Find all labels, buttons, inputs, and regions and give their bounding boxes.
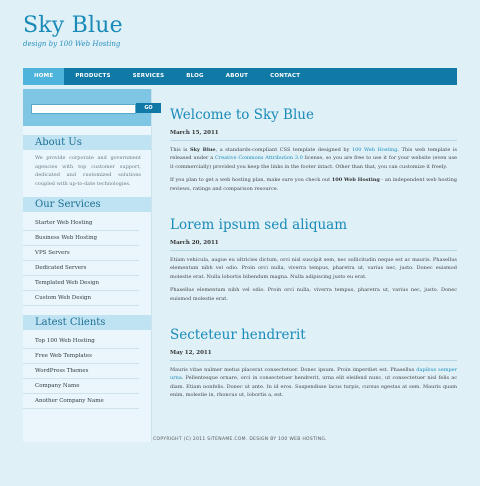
- link-100-web-hosting[interactable]: 100 Web Hosting: [351, 147, 398, 153]
- post-date: March 15, 2011: [170, 130, 457, 141]
- clients-item-top100[interactable]: Top 100 Web Hosting: [23, 334, 139, 349]
- clients-list: [23, 334, 151, 409]
- services-list: [23, 216, 151, 306]
- post: [170, 217, 457, 303]
- post-date: May 12, 2011: [170, 350, 457, 361]
- site-header: [23, 13, 123, 48]
- services-item-starter[interactable]: Starter Web Hosting: [23, 216, 139, 231]
- post-text: - an independent web hosting reviews, ratings and comparison resource.: [170, 177, 457, 192]
- post: [170, 107, 457, 193]
- sidebar: [23, 89, 152, 442]
- nav-about[interactable]: ABOUT: [225, 73, 249, 79]
- post-text: This is: [170, 147, 190, 153]
- post-text: . Pellentesque ornare, orci in consectetuer hendrerit, urna elit eleifend nunc, ut consectetuer nisl felis ac diam. Etiam nonfelis. Donec ut ante. In id eros. Suspendisse lacus turpis, cursus egestas at sem. Mauris quam enim, molestie in, rhoncus ut, lobortis a, est.: [170, 375, 457, 399]
- services-item-dedicated[interactable]: Dedicated Servers: [23, 261, 139, 276]
- footer-copyright: COPYRIGHT (C) 2011 SITENAME.COM. DESIGN BY 100 WEB HOSTING.: [153, 437, 327, 442]
- post-text: Mauris vitae nulmer metus placerat consectetuer. Donec ipsum. Proin imperdiet est. Phasellus: [170, 367, 417, 374]
- post-text-bold: Sky Blue: [189, 147, 216, 153]
- nav-contact[interactable]: CONTACT: [270, 73, 301, 79]
- post-text: license, so you are free to use it for your website (even use it commercially) provided you keep the links in the footer intact. Other than that, you can customize it freely.: [170, 155, 457, 170]
- clients-item-company[interactable]: Company Name: [23, 379, 139, 394]
- about-text: We provide corporate and government agencies with top customer support, dedicated and customized solutions coupled with up-to-date technologies.: [35, 155, 141, 187]
- site-title[interactable]: Sky Blue: [23, 13, 123, 38]
- services-heading: Our Services: [23, 197, 151, 212]
- main-content: [170, 107, 457, 400]
- nav-home[interactable]: HOME: [23, 68, 64, 85]
- about-heading: About Us: [23, 135, 151, 150]
- post-text-bold: 100 Web Hosting: [331, 177, 380, 184]
- post-text: , a standards-compliant CSS template designed by: [215, 147, 352, 153]
- services-item-custom[interactable]: Custom Web Design: [23, 291, 139, 306]
- site-tagline: design by 100 Web Hosting: [23, 40, 121, 48]
- link-creative-commons[interactable]: Creative Commons Attribution 3.0: [215, 155, 303, 162]
- post-paragraph: [170, 146, 457, 171]
- post-paragraph: Phasellus elementum nibh vel odio. Proin orci nulla, viverra tempus, pharetra ut, varius nec, justo. Donec euismod molestie erat.: [170, 287, 457, 302]
- post-date: March 20, 2011: [170, 240, 457, 251]
- post-title[interactable]: Welcome to Sky Blue: [170, 107, 314, 123]
- search-input[interactable]: [31, 104, 136, 114]
- post-title[interactable]: Lorem ipsum sed aliquam: [170, 217, 348, 234]
- post: [170, 327, 457, 400]
- nav-products[interactable]: PRODUCTS: [75, 73, 111, 79]
- services-item-business[interactable]: Business Web Hosting: [23, 231, 139, 246]
- post-title[interactable]: Secteteur hendrerit: [170, 327, 306, 344]
- main-nav: [23, 68, 457, 85]
- clients-item-free-templates[interactable]: Free Web Templates: [23, 349, 139, 364]
- services-item-vps[interactable]: VPS Servers: [23, 246, 139, 261]
- post-paragraph: Etiam vehicula, augue eu ultricies dictum, orci nisl suscipit sem, nec sollicitudin neque est ac mauris. Phasellus elementum nibh vel odio. Proin orci nulla, viverra tempus, pharetra ut, varius nec, justo. Donec euismod molestie erat. Nulla lobortis bibendum magna. Nulla adipiscing justo eu erat.: [170, 257, 457, 280]
- search-box: [23, 89, 151, 126]
- services-item-templated[interactable]: Templated Web Design: [23, 276, 139, 291]
- nav-services[interactable]: SERVICES: [132, 73, 165, 79]
- nav-blog[interactable]: BLOG: [186, 73, 204, 79]
- clients-item-another[interactable]: Another Company Name: [23, 394, 139, 409]
- link-dapibus[interactable]: dapibus semper urna: [170, 367, 457, 382]
- clients-heading: Latest Clients: [23, 315, 151, 330]
- post-text: . This web template is released under a: [170, 147, 457, 162]
- post-paragraph: [170, 176, 457, 193]
- search-button[interactable]: GO: [136, 103, 161, 113]
- post-text: If you plan to get a web hosting plan, make sure you check out: [170, 177, 332, 184]
- post-paragraph: [170, 366, 457, 400]
- clients-item-wordpress[interactable]: WordPress Themes: [23, 364, 139, 379]
